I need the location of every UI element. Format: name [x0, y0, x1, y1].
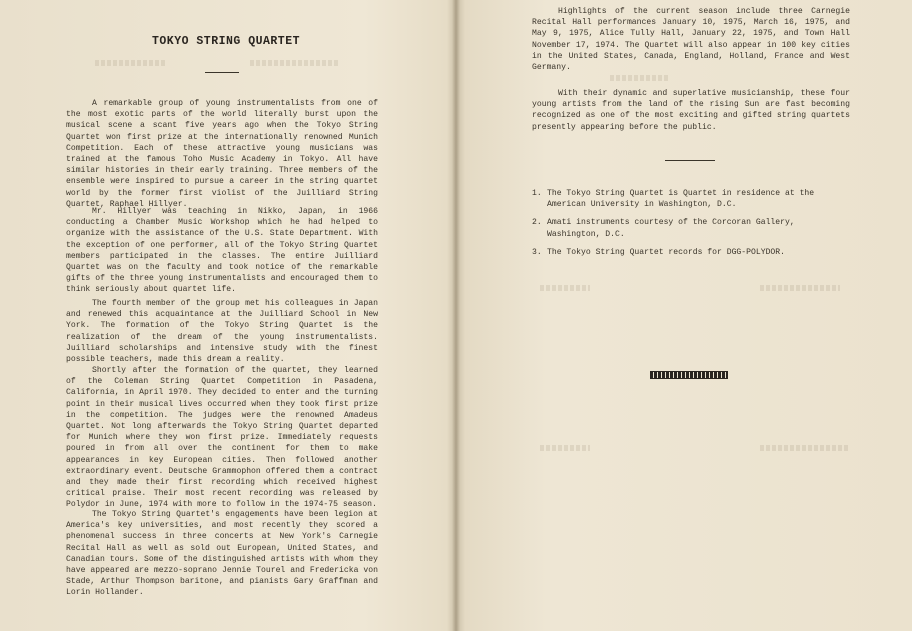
paragraph-engagements: The Tokyo String Quartet's engagements have been legion at America's key universities, and most recently they scored a phenomenal success in three concerts at New York's Carnegie Recital Hall as well as sold out European, United States, and Canadian tours. Some of the distinguished artists with whom they have appeared are mezzo-soprano Jennie Tourel and Fredericka von Stade, Arthur Thompson baritone, and pianists Gary Graffman and Lorin Hollander.	[66, 510, 378, 598]
footnotes-list	[532, 188, 852, 265]
footnote-item	[532, 217, 852, 239]
bleed-through-text	[610, 75, 670, 81]
footnote-text: The Tokyo String Quartet is Quartet in residence at the American University in Washington, D.C.	[547, 189, 815, 210]
section-divider	[665, 160, 715, 161]
footnote-number: 2.	[532, 218, 542, 228]
paragraph-hillyer: Mr. Hillyer was teaching in Nikko, Japan, in 1966 conducting a Chamber Music Workshop which he had helped to organize with the assistance of the U.S. State Department. With the exception of one performer, all of the Tokyo String Quartet members participated in the classes. The entire Juilliard Quartet was on the faculty and took notice of the remarkable gifts of the three young instrumentalists and encouraged them to think seriously about quartet life.	[66, 207, 378, 295]
bleed-through-text	[760, 445, 850, 451]
footnote-item	[532, 188, 852, 210]
paragraph-highlights: Highlights of the current season include three Carnegie Recital Hall performances January 10, 1975, March 16, 1975, and May 9, 1975, Alice Tully Hall, January 22, 1975, and Town Hall November 17, 1974. The Quartet will also appear in 100 key cities in the United States, Canada, England, Holland, France and West Germany.	[532, 7, 850, 73]
paragraph-musicianship: With their dynamic and superlative musicianship, these four young artists from the land of the rising Sun are fast becoming recognized as one of the most exciting and gifted string quartets presently appearing before the public.	[532, 89, 850, 132]
footnote-number: 1.	[532, 189, 542, 198]
footnote-number: 3.	[532, 247, 542, 257]
footnote-text: Amati instruments courtesy of the Corcoran Gallery, Washington, D.C.	[547, 218, 795, 239]
bleed-through-text	[540, 285, 590, 291]
paragraph-competitions: Shortly after the formation of the quartet, they learned of the Coleman String Quartet Competition in Pasadena, California, in April 1970. They decided to enter and the turning point in their musical lives occurred when they took first prize in the competition. The judges were the renowned Amadeus Quartet. Not long afterwards the Tokyo String Quartet departed for Munich where they won first prize. Immediately requests poured in from all over the continent for them to make appearances in key European cities. Then followed another extraordinary event. Deutsche Grammophon offered them a contract and they made their first recording which received highest critical praise. Their most recent recording was released by Polydor in June, 1974 with more to follow in the 1974-75 season.	[66, 366, 378, 510]
bleed-through-text	[250, 60, 340, 66]
paragraph-fourth-member: The fourth member of the group met his colleagues in Japan and renewed this acquaintance at the Juilliard School in New York. The formation of the Tokyo String Quartet is the realization of the dream of the young instrumentalists. Juilliard scholarships and intensive study with the finest possible teachers, made this dream a reality.	[66, 299, 378, 365]
page-title: TOKYO STRING QUARTET	[151, 35, 301, 48]
footnote-text: The Tokyo String Quartet records for DGG-POLYDOR.	[547, 247, 785, 257]
footnote-item	[532, 247, 852, 258]
bleed-through-text	[760, 285, 840, 291]
title-divider	[205, 72, 239, 73]
book-gutter	[452, 0, 460, 631]
bleed-through-text	[540, 445, 590, 451]
bleed-through-text	[95, 60, 165, 66]
decorative-ornament	[650, 371, 728, 379]
paragraph-intro: A remarkable group of young instrumentalists from one of the most exotic parts of the world literally burst upon the musical scene a scant five years ago when the Tokyo String Quartet won first prize at the internationally renowned Munich Competition. Each of these attractive young musicians was trained at the famous Toho Music Academy in Tokyo. All have similar histories in their early training. Three members of the ensemble were inspired to pursue a career in the string quartet world by the former first violist of the Juilliard String Quartet, Raphael Hillyer.	[66, 99, 378, 209]
